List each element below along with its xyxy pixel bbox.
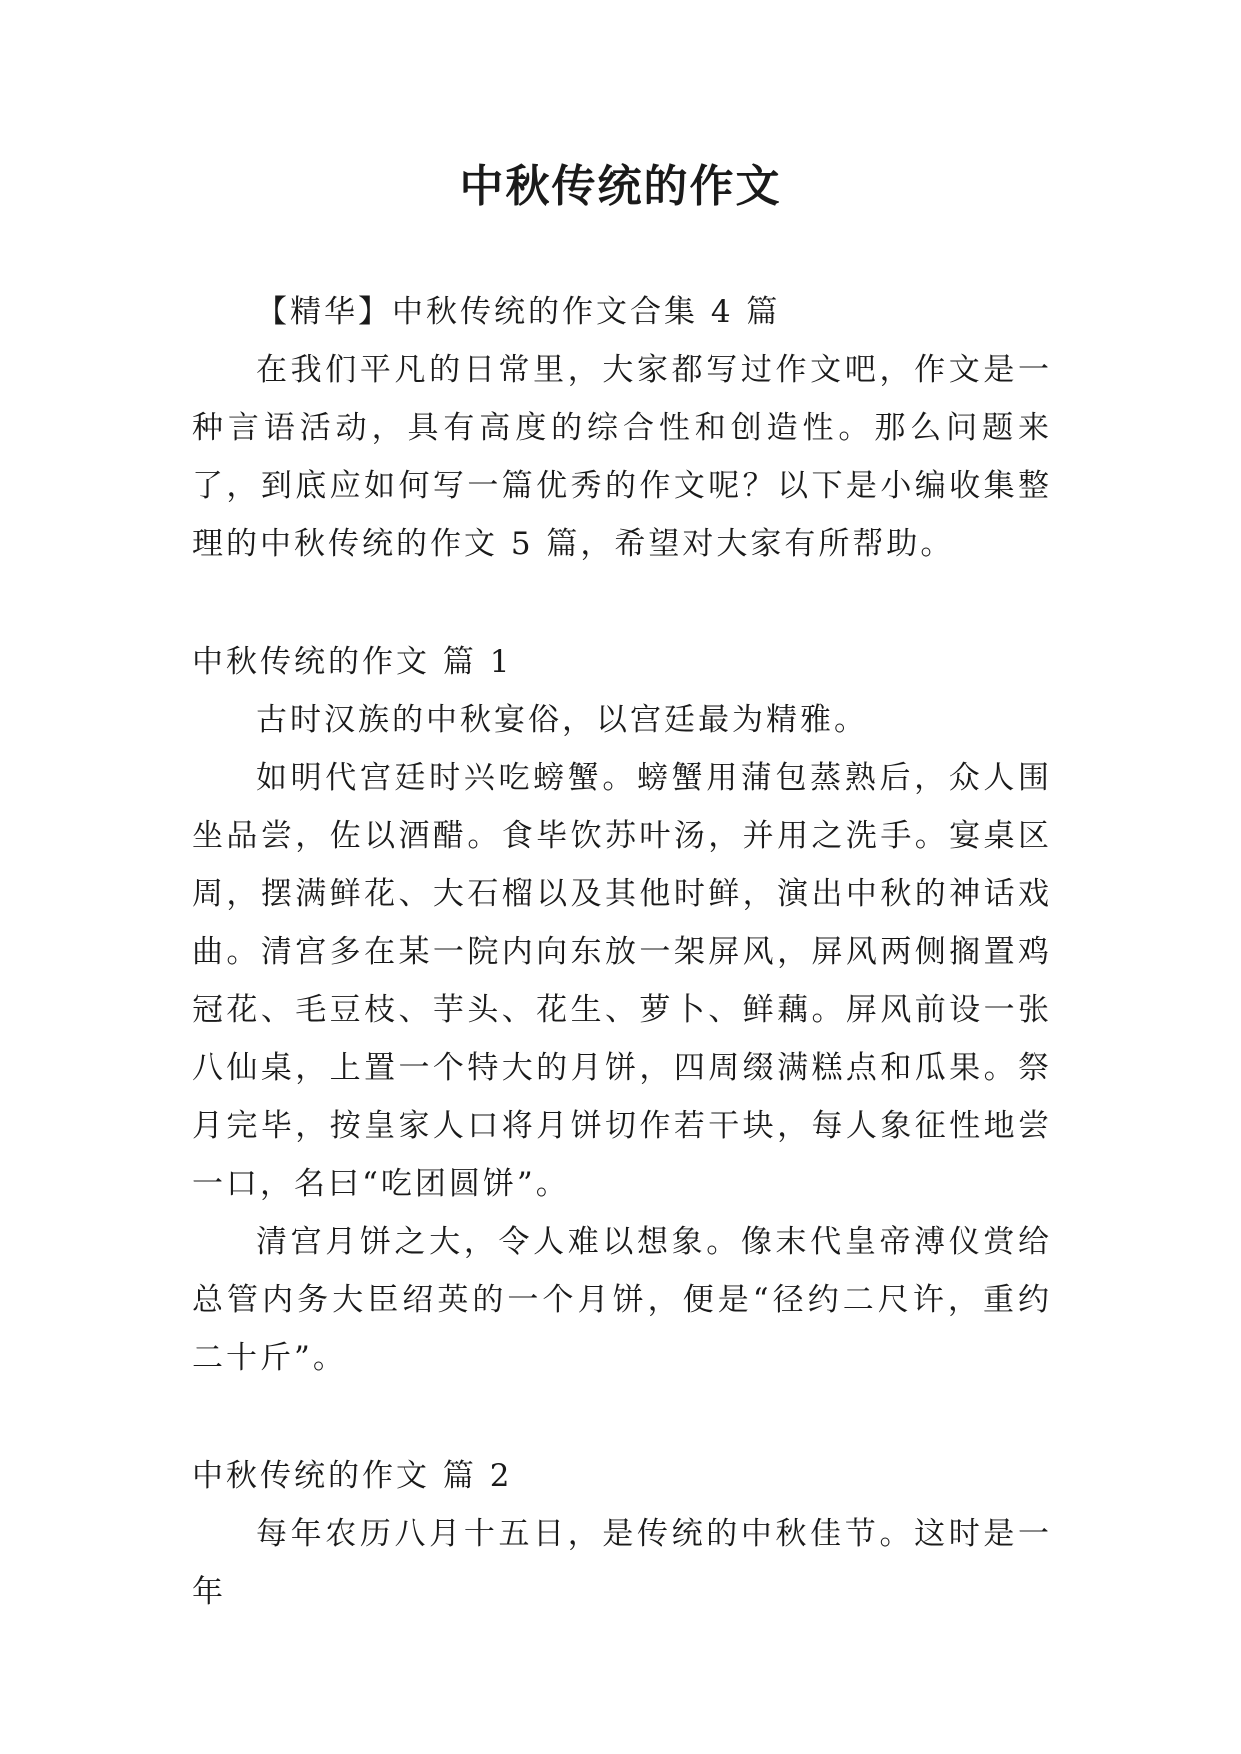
- section-1-paragraph-3: 清宫月饼之大，令人难以想象。像末代皇帝溥仪赏给总管内务大臣绍英的一个月饼，便是“径约二尺许，重约二十斤”。: [192, 1224, 1052, 1376]
- section-heading-2: 中秋传统的作文 篇 2: [192, 1458, 513, 1494]
- document-title: 中秋传统的作文: [459, 161, 782, 212]
- spacer: [192, 1387, 1052, 1447]
- document-body: [192, 283, 1052, 1621]
- section-1-paragraph-1: 古时汉族的中秋宴俗，以宫廷最为精雅。: [256, 702, 868, 738]
- section-2-paragraph-1: 每年农历八月十五日，是传统的中秋佳节。这时是一年: [192, 1516, 1052, 1610]
- lead-line: 【精华】中秋传统的作文合集 4 篇: [256, 294, 781, 330]
- section-heading-1: 中秋传统的作文 篇 1: [192, 644, 513, 680]
- intro-paragraph: 在我们平凡的日常里，大家都写过作文吧，作文是一种言语活动，具有高度的综合性和创造性。那么问题来了，到底应如何写一篇优秀的作文呢？以下是小编收集整理的中秋传统的作文 5 篇，希望对大家有所帮助。: [192, 352, 1052, 562]
- spacer: [192, 573, 1052, 633]
- section-1-paragraph-2: 如明代宫廷时兴吃螃蟹。螃蟹用蒲包蒸熟后，众人围坐品尝，佐以酒醋。食毕饮苏叶汤，并用之洗手。宴桌区周，摆满鲜花、大石榴以及其他时鲜，演出中秋的神话戏曲。清宫多在某一院内向东放一架屏风，屏风两侧搁置鸡冠花、毛豆枝、芋头、花生、萝卜、鲜藕。屏风前设一张八仙桌，上置一个特大的月饼，四周缀满糕点和瓜果。祭月完毕，按皇家人口将月饼切作若干块，每人象征性地尝一口，名曰“吃团圆饼”。: [192, 760, 1052, 1202]
